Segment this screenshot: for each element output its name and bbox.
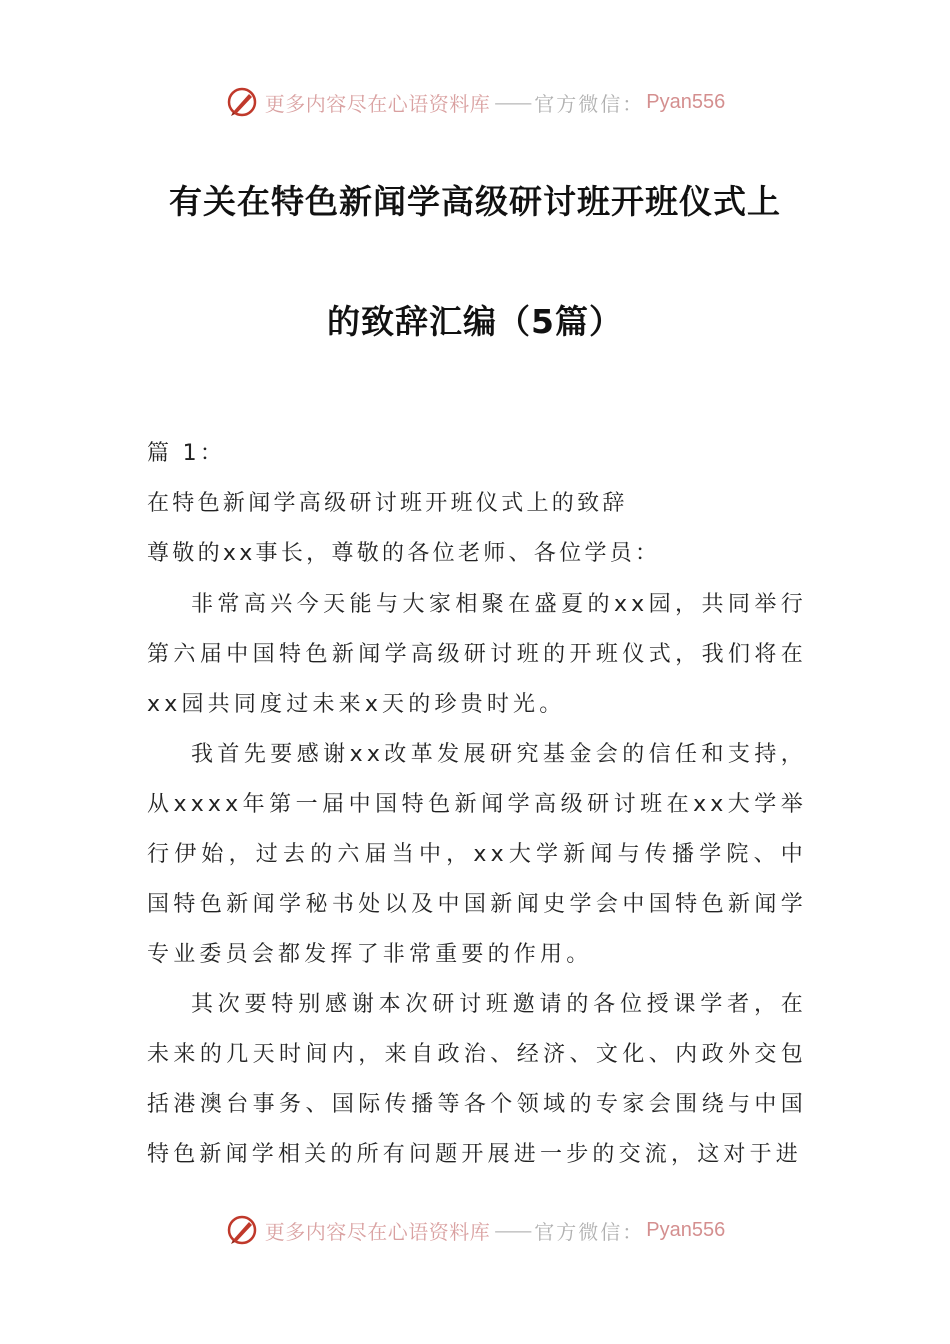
section-label: 篇 1： <box>147 441 226 466</box>
document-title-line-1: 有关在特色新闻学高级研讨班开班仪式上 <box>169 182 781 221</box>
watermark-wechat-id: Pyan556 <box>646 1218 726 1241</box>
watermark-wechat-id: Pyan556 <box>646 90 726 113</box>
paragraph: 我首先要感谢xx改革发展研究基金会的信任和支持，从xxxx年第一届中国特色新闻学高级研讨班在xx大学举行伊始，过去的六届当中，xx大学新闻与传播学院、中国特色新闻学秘书处以及中国新闻史学会中国特色新闻学专业委员会都发挥了非常重要的作用。 <box>147 742 807 967</box>
speech-title: 在特色新闻学高级研讨班开班仪式上的致辞 <box>147 491 628 516</box>
watermark-text: 更多内容尽在心语资料库 <box>264 91 491 116</box>
watermark-contact-label: 官方微信： <box>534 91 645 116</box>
watermark-text: 更多内容尽在心语资料库 <box>264 1219 491 1244</box>
watermark-contact-label: 官方微信： <box>534 1219 645 1244</box>
watermark-header <box>0 80 950 124</box>
document-body <box>147 580 807 1180</box>
paragraph: 其次要特别感谢本次研讨班邀请的各位授课学者，在未来的几天时间内，来自政治、经济、文化、内政外交包括港澳台事务、国际传播等各个领域的专家会围绕与中国特色新闻学相关的所有问题开展进一步的交流，这对于进 <box>147 992 807 1167</box>
paragraph: 非常高兴今天能与大家相聚在盛夏的xx园，共同举行第六届中国特色新闻学高级研讨班的开班仪式，我们将在xx园共同度过未来x天的珍贵时光。 <box>147 592 807 717</box>
watermark-dash: —— <box>494 90 531 114</box>
watermark-dash: —— <box>494 1218 531 1242</box>
document-title-line-2: 的致辞汇编（5篇） <box>327 302 623 341</box>
salutation: 尊敬的xx事长，尊敬的各位老师、各位学员： <box>147 541 661 566</box>
pen-logo-icon <box>225 1213 259 1247</box>
pen-logo-icon <box>225 85 259 119</box>
watermark-footer <box>0 1208 950 1252</box>
